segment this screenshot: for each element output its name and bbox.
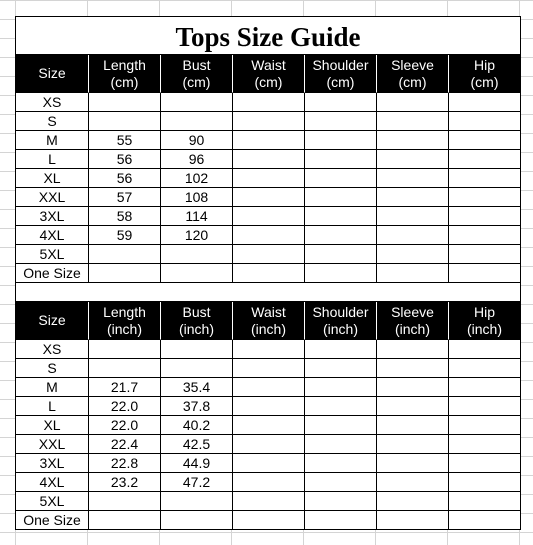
inch-cell-sleeve[interactable] xyxy=(377,435,449,454)
inch-cell-shoulder[interactable] xyxy=(305,340,377,359)
cm-cell-waist[interactable] xyxy=(233,169,305,188)
cm-cell-size[interactable]: XS xyxy=(16,93,89,112)
cm-cell-shoulder[interactable] xyxy=(305,131,377,150)
header-unit: (inch) xyxy=(466,320,502,337)
cm-cell-hip[interactable] xyxy=(449,207,521,226)
inch-cell-size[interactable]: XS xyxy=(16,340,89,359)
cm-header-size[interactable] xyxy=(16,55,89,93)
inch-cell-sleeve[interactable] xyxy=(377,378,449,397)
cm-cell-shoulder[interactable] xyxy=(305,169,377,188)
cm-cell-shoulder[interactable] xyxy=(305,226,377,245)
inch-cell-bust[interactable]: 44.9 xyxy=(161,454,233,473)
inch-cell-waist[interactable] xyxy=(233,416,305,435)
header-label: Waist xyxy=(251,303,286,320)
inch-table-row xyxy=(16,340,521,359)
cm-cell-length[interactable]: 58 xyxy=(89,207,161,226)
inch-cell-shoulder[interactable] xyxy=(305,511,377,530)
header-unit: (cm) xyxy=(182,73,211,90)
inch-cell-size[interactable]: XXL xyxy=(16,435,89,454)
cm-cell-size[interactable]: XL xyxy=(16,169,89,188)
cm-cell-bust[interactable] xyxy=(161,264,233,283)
inch-cell-waist[interactable] xyxy=(233,397,305,416)
cm-cell-size[interactable]: 5XL xyxy=(16,245,89,264)
cm-cell-bust[interactable] xyxy=(161,112,233,131)
cm-header-row xyxy=(16,55,521,93)
cm-cell-bust[interactable]: 120 xyxy=(161,226,233,245)
cm-cell-waist[interactable] xyxy=(233,188,305,207)
inch-cell-waist[interactable] xyxy=(233,454,305,473)
inch-cell-shoulder[interactable] xyxy=(305,397,377,416)
cm-table-row xyxy=(16,169,521,188)
cm-cell-bust[interactable]: 108 xyxy=(161,188,233,207)
inch-cell-hip[interactable] xyxy=(449,454,521,473)
inch-cell-size[interactable]: 5XL xyxy=(16,492,89,511)
cm-header-sleeve[interactable] xyxy=(377,55,449,93)
inch-table-row xyxy=(16,378,521,397)
inch-cell-length[interactable] xyxy=(89,359,161,378)
header-label: Bust xyxy=(182,303,211,320)
inch-cell-size[interactable]: One Size xyxy=(16,511,89,530)
header-unit: (cm) xyxy=(470,73,499,90)
cm-cell-hip[interactable] xyxy=(449,150,521,169)
header-unit: (cm) xyxy=(398,73,427,90)
inch-header-length[interactable] xyxy=(89,302,161,340)
inch-cell-waist[interactable] xyxy=(233,492,305,511)
cm-cell-waist[interactable] xyxy=(233,245,305,264)
cm-cell-waist[interactable] xyxy=(233,150,305,169)
inch-cell-sleeve[interactable] xyxy=(377,492,449,511)
header-unit: (cm) xyxy=(254,73,283,90)
inch-header-waist[interactable] xyxy=(233,302,305,340)
inch-header-hip[interactable] xyxy=(449,302,521,340)
inch-cell-hip[interactable] xyxy=(449,511,521,530)
inch-header-row xyxy=(16,302,521,340)
cm-cell-hip[interactable] xyxy=(449,188,521,207)
inch-table-row xyxy=(16,473,521,492)
header-label: Sleeve xyxy=(391,303,434,320)
inch-cell-length[interactable]: 22.0 xyxy=(89,416,161,435)
header-label: Size xyxy=(38,65,66,81)
cm-cell-length[interactable]: 56 xyxy=(89,150,161,169)
cm-cell-sleeve[interactable] xyxy=(377,169,449,188)
inch-cell-sleeve[interactable] xyxy=(377,359,449,378)
inch-header-size[interactable] xyxy=(16,302,89,340)
cm-table-row xyxy=(16,188,521,207)
cm-cell-shoulder[interactable] xyxy=(305,93,377,112)
inch-cell-sleeve[interactable] xyxy=(377,397,449,416)
cm-cell-shoulder[interactable] xyxy=(305,150,377,169)
header-label: Shoulder xyxy=(312,56,369,73)
cm-cell-shoulder[interactable] xyxy=(305,188,377,207)
cm-cell-size[interactable]: XXL xyxy=(16,188,89,207)
inch-cell-bust[interactable]: 37.8 xyxy=(161,397,233,416)
cm-header-bust[interactable] xyxy=(161,55,233,93)
header-label: Hip xyxy=(473,56,495,73)
inch-cell-length[interactable] xyxy=(89,340,161,359)
cm-header-waist[interactable] xyxy=(233,55,305,93)
cm-table-row xyxy=(16,207,521,226)
inch-cell-length[interactable]: 21.7 xyxy=(89,378,161,397)
inch-cell-hip[interactable] xyxy=(449,473,521,492)
cm-cell-shoulder[interactable] xyxy=(305,245,377,264)
header-label: Bust xyxy=(182,56,211,73)
cm-cell-length[interactable]: 59 xyxy=(89,226,161,245)
cm-cell-length[interactable] xyxy=(89,93,161,112)
cm-table-row xyxy=(16,131,521,150)
cm-cell-waist[interactable] xyxy=(233,207,305,226)
cm-cell-sleeve[interactable] xyxy=(377,112,449,131)
inch-cell-length[interactable]: 22.0 xyxy=(89,397,161,416)
cm-cell-sleeve[interactable] xyxy=(377,264,449,283)
inch-header-bust[interactable] xyxy=(161,302,233,340)
cm-cell-bust[interactable]: 102 xyxy=(161,169,233,188)
cm-cell-bust[interactable]: 96 xyxy=(161,150,233,169)
header-unit: (inch) xyxy=(322,320,358,337)
cm-cell-bust[interactable] xyxy=(161,93,233,112)
inch-cell-hip[interactable] xyxy=(449,435,521,454)
cm-cell-size[interactable]: M xyxy=(16,131,89,150)
inch-cell-waist[interactable] xyxy=(233,378,305,397)
inch-cell-bust[interactable] xyxy=(161,359,233,378)
cm-cell-shoulder[interactable] xyxy=(305,207,377,226)
cm-cell-shoulder[interactable] xyxy=(305,264,377,283)
inch-cell-shoulder[interactable] xyxy=(305,378,377,397)
inch-cell-sleeve[interactable] xyxy=(377,473,449,492)
cm-table-row xyxy=(16,150,521,169)
header-unit: (inch) xyxy=(106,320,142,337)
inch-cell-waist[interactable] xyxy=(233,340,305,359)
cm-table-row xyxy=(16,245,521,264)
cm-cell-waist[interactable] xyxy=(233,264,305,283)
header-unit: (inch) xyxy=(178,320,214,337)
inch-cell-size[interactable]: 3XL xyxy=(16,454,89,473)
cm-cell-length[interactable]: 55 xyxy=(89,131,161,150)
inch-cell-bust[interactable] xyxy=(161,492,233,511)
inch-cell-shoulder[interactable] xyxy=(305,359,377,378)
size-guide-title[interactable]: Tops Size Guide xyxy=(16,17,521,55)
cm-table-row xyxy=(16,226,521,245)
inch-cell-size[interactable]: XL xyxy=(16,416,89,435)
inch-table-row xyxy=(16,492,521,511)
cm-cell-sleeve[interactable] xyxy=(377,93,449,112)
cm-cell-sleeve[interactable] xyxy=(377,207,449,226)
cm-cell-hip[interactable] xyxy=(449,226,521,245)
inch-cell-bust[interactable]: 42.5 xyxy=(161,435,233,454)
inch-table-row xyxy=(16,397,521,416)
inch-header-shoulder[interactable] xyxy=(305,302,377,340)
inch-table-row xyxy=(16,435,521,454)
header-unit: (inch) xyxy=(250,320,286,337)
inch-cell-length[interactable]: 23.2 xyxy=(89,473,161,492)
size-guide-table xyxy=(15,16,521,530)
inch-cell-bust[interactable]: 47.2 xyxy=(161,473,233,492)
inch-table-row xyxy=(16,454,521,473)
cm-cell-hip[interactable] xyxy=(449,93,521,112)
cm-table-row xyxy=(16,112,521,131)
inch-cell-size[interactable]: L xyxy=(16,397,89,416)
header-label: Length xyxy=(103,303,146,320)
cm-cell-length[interactable] xyxy=(89,245,161,264)
header-label: Shoulder xyxy=(312,303,369,320)
inch-cell-length[interactable] xyxy=(89,492,161,511)
inch-cell-length[interactable] xyxy=(89,511,161,530)
inch-cell-size[interactable]: S xyxy=(16,359,89,378)
header-label: Sleeve xyxy=(391,56,434,73)
inch-table-row xyxy=(16,416,521,435)
inch-cell-shoulder[interactable] xyxy=(305,416,377,435)
inch-cell-waist[interactable] xyxy=(233,435,305,454)
cm-cell-sleeve[interactable] xyxy=(377,245,449,264)
cm-cell-sleeve[interactable] xyxy=(377,188,449,207)
inch-cell-waist[interactable] xyxy=(233,359,305,378)
cm-cell-hip[interactable] xyxy=(449,245,521,264)
inch-cell-hip[interactable] xyxy=(449,378,521,397)
cm-table-row xyxy=(16,93,521,112)
cm-cell-length[interactable]: 56 xyxy=(89,169,161,188)
cm-cell-waist[interactable] xyxy=(233,131,305,150)
cm-cell-shoulder[interactable] xyxy=(305,112,377,131)
inch-cell-bust[interactable] xyxy=(161,511,233,530)
header-label: Hip xyxy=(473,303,495,320)
cm-table-row xyxy=(16,264,521,283)
cm-cell-length[interactable] xyxy=(89,112,161,131)
inch-cell-waist[interactable] xyxy=(233,511,305,530)
inch-cell-hip[interactable] xyxy=(449,492,521,511)
inch-cell-waist[interactable] xyxy=(233,473,305,492)
header-label: Size xyxy=(38,312,66,328)
inch-cell-sleeve[interactable] xyxy=(377,340,449,359)
inch-cell-shoulder[interactable] xyxy=(305,435,377,454)
inch-cell-bust[interactable]: 40.2 xyxy=(161,416,233,435)
cm-cell-hip[interactable] xyxy=(449,169,521,188)
header-unit: (cm) xyxy=(110,73,139,90)
inch-cell-sleeve[interactable] xyxy=(377,416,449,435)
cm-cell-hip[interactable] xyxy=(449,264,521,283)
cm-cell-length[interactable]: 57 xyxy=(89,188,161,207)
cm-cell-length[interactable] xyxy=(89,264,161,283)
cm-cell-bust[interactable] xyxy=(161,245,233,264)
cm-cell-sleeve[interactable] xyxy=(377,131,449,150)
cm-cell-size[interactable]: 3XL xyxy=(16,207,89,226)
inch-cell-sleeve[interactable] xyxy=(377,511,449,530)
cm-table-body xyxy=(16,93,521,283)
inch-cell-shoulder[interactable] xyxy=(305,492,377,511)
inch-table-row xyxy=(16,359,521,378)
inch-cell-shoulder[interactable] xyxy=(305,454,377,473)
cm-header-length[interactable] xyxy=(89,55,161,93)
spacer-row xyxy=(16,283,521,302)
title-row xyxy=(16,17,521,55)
inch-cell-bust[interactable] xyxy=(161,340,233,359)
inch-cell-size[interactable]: 4XL xyxy=(16,473,89,492)
inch-cell-length[interactable]: 22.8 xyxy=(89,454,161,473)
header-label: Length xyxy=(103,56,146,73)
inch-table-row xyxy=(16,511,521,530)
inch-header-sleeve[interactable] xyxy=(377,302,449,340)
cm-cell-waist[interactable] xyxy=(233,226,305,245)
inch-cell-hip[interactable] xyxy=(449,416,521,435)
cm-cell-sleeve[interactable] xyxy=(377,150,449,169)
cm-cell-waist[interactable] xyxy=(233,93,305,112)
inch-cell-hip[interactable] xyxy=(449,340,521,359)
cm-cell-hip[interactable] xyxy=(449,131,521,150)
cm-cell-sleeve[interactable] xyxy=(377,226,449,245)
inch-cell-sleeve[interactable] xyxy=(377,454,449,473)
inch-cell-length[interactable]: 22.4 xyxy=(89,435,161,454)
spacer-cell[interactable] xyxy=(16,283,521,302)
cm-cell-bust[interactable]: 90 xyxy=(161,131,233,150)
cm-cell-size[interactable]: 4XL xyxy=(16,226,89,245)
header-unit: (cm) xyxy=(326,73,355,90)
inch-cell-hip[interactable] xyxy=(449,397,521,416)
inch-cell-shoulder[interactable] xyxy=(305,473,377,492)
inch-cell-bust[interactable]: 35.4 xyxy=(161,378,233,397)
header-label: Waist xyxy=(251,56,286,73)
inch-cell-size[interactable]: M xyxy=(16,378,89,397)
cm-cell-bust[interactable]: 114 xyxy=(161,207,233,226)
cm-cell-hip[interactable] xyxy=(449,112,521,131)
cm-cell-waist[interactable] xyxy=(233,112,305,131)
cm-header-hip[interactable] xyxy=(449,55,521,93)
cm-cell-size[interactable]: L xyxy=(16,150,89,169)
inch-table-body xyxy=(16,340,521,530)
inch-cell-hip[interactable] xyxy=(449,359,521,378)
header-unit: (inch) xyxy=(394,320,430,337)
cm-cell-size[interactable]: One Size xyxy=(16,264,89,283)
cm-cell-size[interactable]: S xyxy=(16,112,89,131)
cm-header-shoulder[interactable] xyxy=(305,55,377,93)
